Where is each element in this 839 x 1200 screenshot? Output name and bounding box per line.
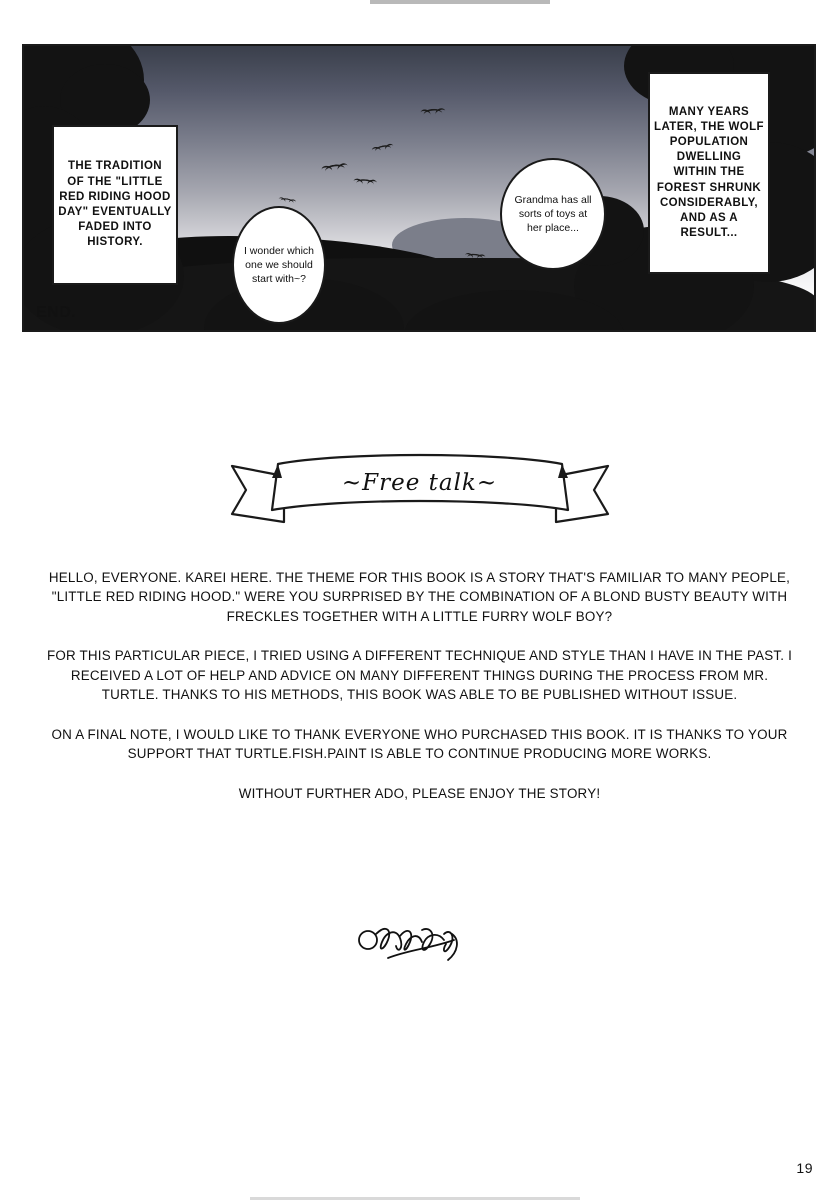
caption-balloon-many-years-later: MANY YEARS LATER, THE WOLF POPULATION DWELLING WITHIN THE FOREST SHRUNK CONSIDERABLY, AND AS A RESULT... xyxy=(648,72,770,274)
end-label: END. xyxy=(36,304,77,321)
afterword-text xyxy=(44,568,795,803)
author-signature xyxy=(352,918,482,978)
afterword-paragraph-4: WITHOUT FURTHER ADO, PLEASE ENJOY THE STORY! xyxy=(238,785,601,801)
comic-panel xyxy=(22,44,816,332)
afterword-paragraph-2: FOR THIS PARTICULAR PIECE, I TRIED USING A DIFFERENT TECHNIQUE AND STYLE THAN I HAVE IN THE PAST. I RECEIVED A LOT OF HELP AND ADVICE ON MANY DIFFERENT THINGS DURING THE PROCESS FROM MR. TURTLE. THANKS TO HIS METHODS, THIS BOOK WAS ABLE TO BE PUBLISHED WITHOUT ISSUE. xyxy=(46,648,793,703)
signature-icon xyxy=(352,918,482,978)
page-number: 19 xyxy=(796,1160,813,1176)
bird-icon xyxy=(423,108,442,119)
free-talk-banner xyxy=(0,448,839,548)
ribbon-icon xyxy=(220,448,620,548)
bird-icon xyxy=(356,179,374,190)
scan-edge-top xyxy=(370,0,550,4)
afterword-paragraph-1: HELLO, EVERYONE. KAREI HERE. THE THEME FOR THIS BOOK IS A STORY THAT'S FAMILIAR TO MANY PEOPLE, "LITTLE RED RIDING HOOD." WERE YOU SURPRISED BY THE COMBINATION OF A BLOND BUSTY BEAUTY WITH FRECKLES TOGETHER WITH A LITTLE FURRY WOLF BOY? xyxy=(48,570,791,624)
bird-icon xyxy=(324,163,345,176)
speech-balloon-i-wonder: I wonder which one we should start with~? xyxy=(232,206,326,324)
bird-icon xyxy=(374,144,392,156)
caption-balloon-tradition: THE TRADITION OF THE "LITTLE RED RIDING HOOD DAY" EVENTUALLY FADED INTO HISTORY. xyxy=(52,125,178,285)
afterword-paragraph-3: ON A FINAL NOTE, I WOULD LIKE TO THANK EVERYONE WHO PURCHASED THIS BOOK. IT IS THANKS TO YOUR SUPPORT THAT TURTLE.FISH.PAINT IS ABLE TO CONTINUE PRODUCING MORE WORKS. xyxy=(51,726,788,762)
free-talk-title: ~Free talk~ xyxy=(341,470,498,496)
speech-balloon-grandma-toys: Grandma has all sorts of toys at her place... xyxy=(500,158,606,270)
